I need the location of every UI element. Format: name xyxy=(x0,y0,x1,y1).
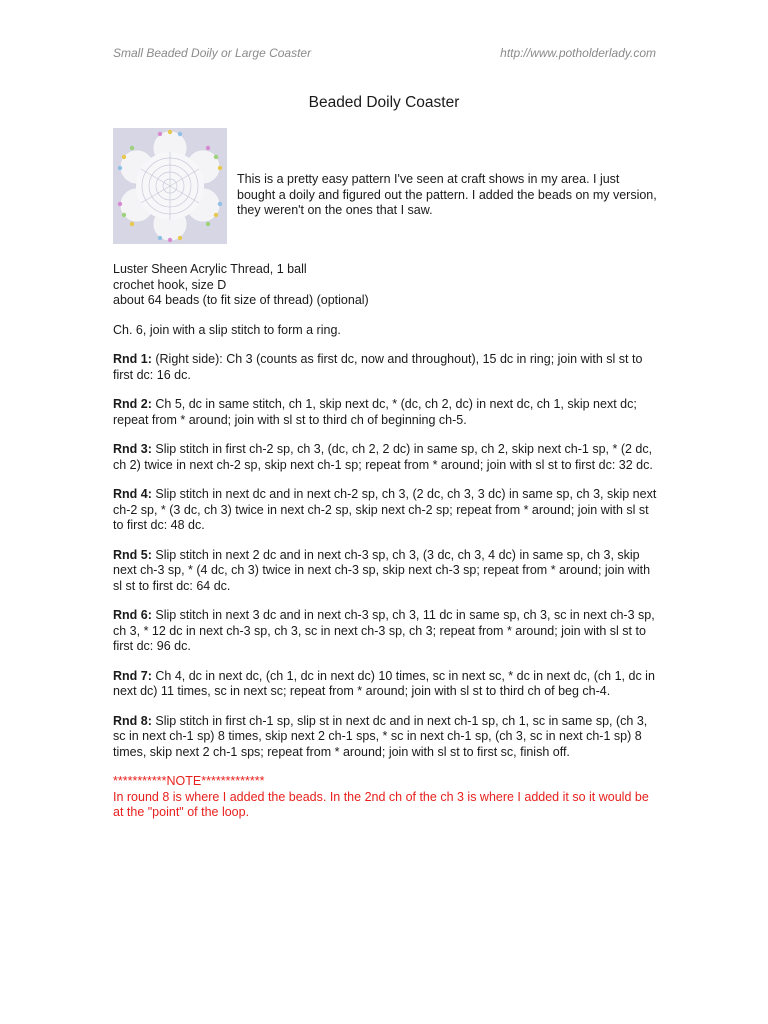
pattern-body xyxy=(113,262,658,821)
note-heading: ***********NOTE************* xyxy=(113,774,265,788)
running-header-title: Small Beaded Doily or Large Coaster xyxy=(113,46,312,60)
round-label: Rnd 6: xyxy=(113,608,152,622)
round-3 xyxy=(113,442,658,473)
doily-photo xyxy=(113,128,227,244)
round-5 xyxy=(113,548,658,595)
round-1 xyxy=(113,352,658,383)
round-text: (Right side): Ch 3 (counts as first dc, now and throughout), 15 dc in ring; join with sl st to first dc: 16 dc. xyxy=(113,352,643,382)
starting-chain: Ch. 6, join with a slip stitch to form a ring. xyxy=(113,322,341,337)
round-label: Rnd 8: xyxy=(113,713,152,728)
round-label: Rnd 1: xyxy=(113,352,152,366)
materials-list xyxy=(113,262,658,309)
running-header-url: http://www.potholderlady.com xyxy=(500,46,656,60)
round-4 xyxy=(113,487,658,534)
round-label: Rnd 4: xyxy=(113,487,152,501)
round-text: Slip stitch in next 2 dc and in next ch-3 sp, ch 3, (3 dc, ch 3, 4 dc) in same sp, ch 3, skip next ch-3 sp, * (4 dc, ch 3) twice in next ch-3 sp, skip next ch-3 sp; repeat from * around; join with sl st to first dc: 64 dc. xyxy=(113,547,651,593)
round-text: Slip stitch in next 3 dc and in next ch-3 sp, ch 3, 11 dc in same sp, ch 3, sc in next ch-3 sp, ch 3, * 12 dc in next ch-3 sp, ch 3, sc in next ch-3 sp, ch 3; repeat from * around; join with sl st to first dc: 96 dc. xyxy=(113,608,655,653)
round-8 xyxy=(113,714,658,761)
round-6 xyxy=(113,608,658,655)
doily-image xyxy=(113,128,227,244)
note-text: In round 8 is where I added the beads. In the 2nd ch of the ch 3 is where I added it so it would be at the "point" of the loop. xyxy=(113,789,649,819)
material-item: about 64 beads (to fit size of thread) (optional) xyxy=(113,293,369,307)
material-item: crochet hook, size D xyxy=(113,277,227,292)
round-label: Rnd 5: xyxy=(113,547,152,562)
round-2 xyxy=(113,397,658,428)
round-label: Rnd 3: xyxy=(113,442,152,456)
page-title: Beaded Doily Coaster xyxy=(308,94,460,111)
round-label: Rnd 7: xyxy=(113,668,152,683)
round-label: Rnd 2: xyxy=(113,397,152,411)
round-7 xyxy=(113,669,658,700)
note-block xyxy=(113,774,658,821)
round-text: Ch 4, dc in next dc, (ch 1, dc in next dc) 10 times, sc in next sc, * dc in next dc, (ch 1, dc in next dc) 11 times, sc in next sc; repeat from * around; join with sl st to third ch of beg ch-4. xyxy=(113,668,655,698)
round-text: Slip stitch in next dc and in next ch-2 sp, ch 3, (2 dc, ch 3, 3 dc) in same sp, ch 3, skip next ch-2 sp, * (3 dc, ch 3) twice in next ch-2 sp, skip next ch-2 sp; repeat from * around; join with sl st to first dc: 48 dc. xyxy=(113,487,657,532)
round-text: Slip stitch in first ch-2 sp, ch 3, (dc, ch 2, 2 dc) in same sp, ch 2, skip next ch-1 sp, * (2 dc, ch 2) twice in next ch-2 sp, skip next ch-1 sp; repeat from * around; join with sl st to first dc: 32 dc. xyxy=(113,442,653,472)
material-item: Luster Sheen Acrylic Thread, 1 ball xyxy=(113,262,307,276)
round-text: Ch 5, dc in same stitch, ch 1, skip next dc, * (dc, ch 2, dc) in next dc, ch 1, skip next dc; repeat from * around; join with sl st to third ch of beginning ch-5. xyxy=(113,397,637,427)
round-text: Slip stitch in first ch-1 sp, slip st in next dc and in next ch-1 sp, ch 1, sc in same sp, (ch 3, sc in next ch-1 sp) 8 times, skip next 2 ch-1 sps, * sc in next ch-1 sp, (ch 3, sc in next ch-1 sp) 8 times, skip next 2 ch-1 sps; repeat from * around; join with sl st to first sc, finish off. xyxy=(113,713,648,759)
intro-paragraph: This is a pretty easy pattern I've seen at craft shows in my area. I just bought a doily and figured out the pattern. I added the beads on my version, they weren't on the ones that I saw. xyxy=(237,172,657,217)
